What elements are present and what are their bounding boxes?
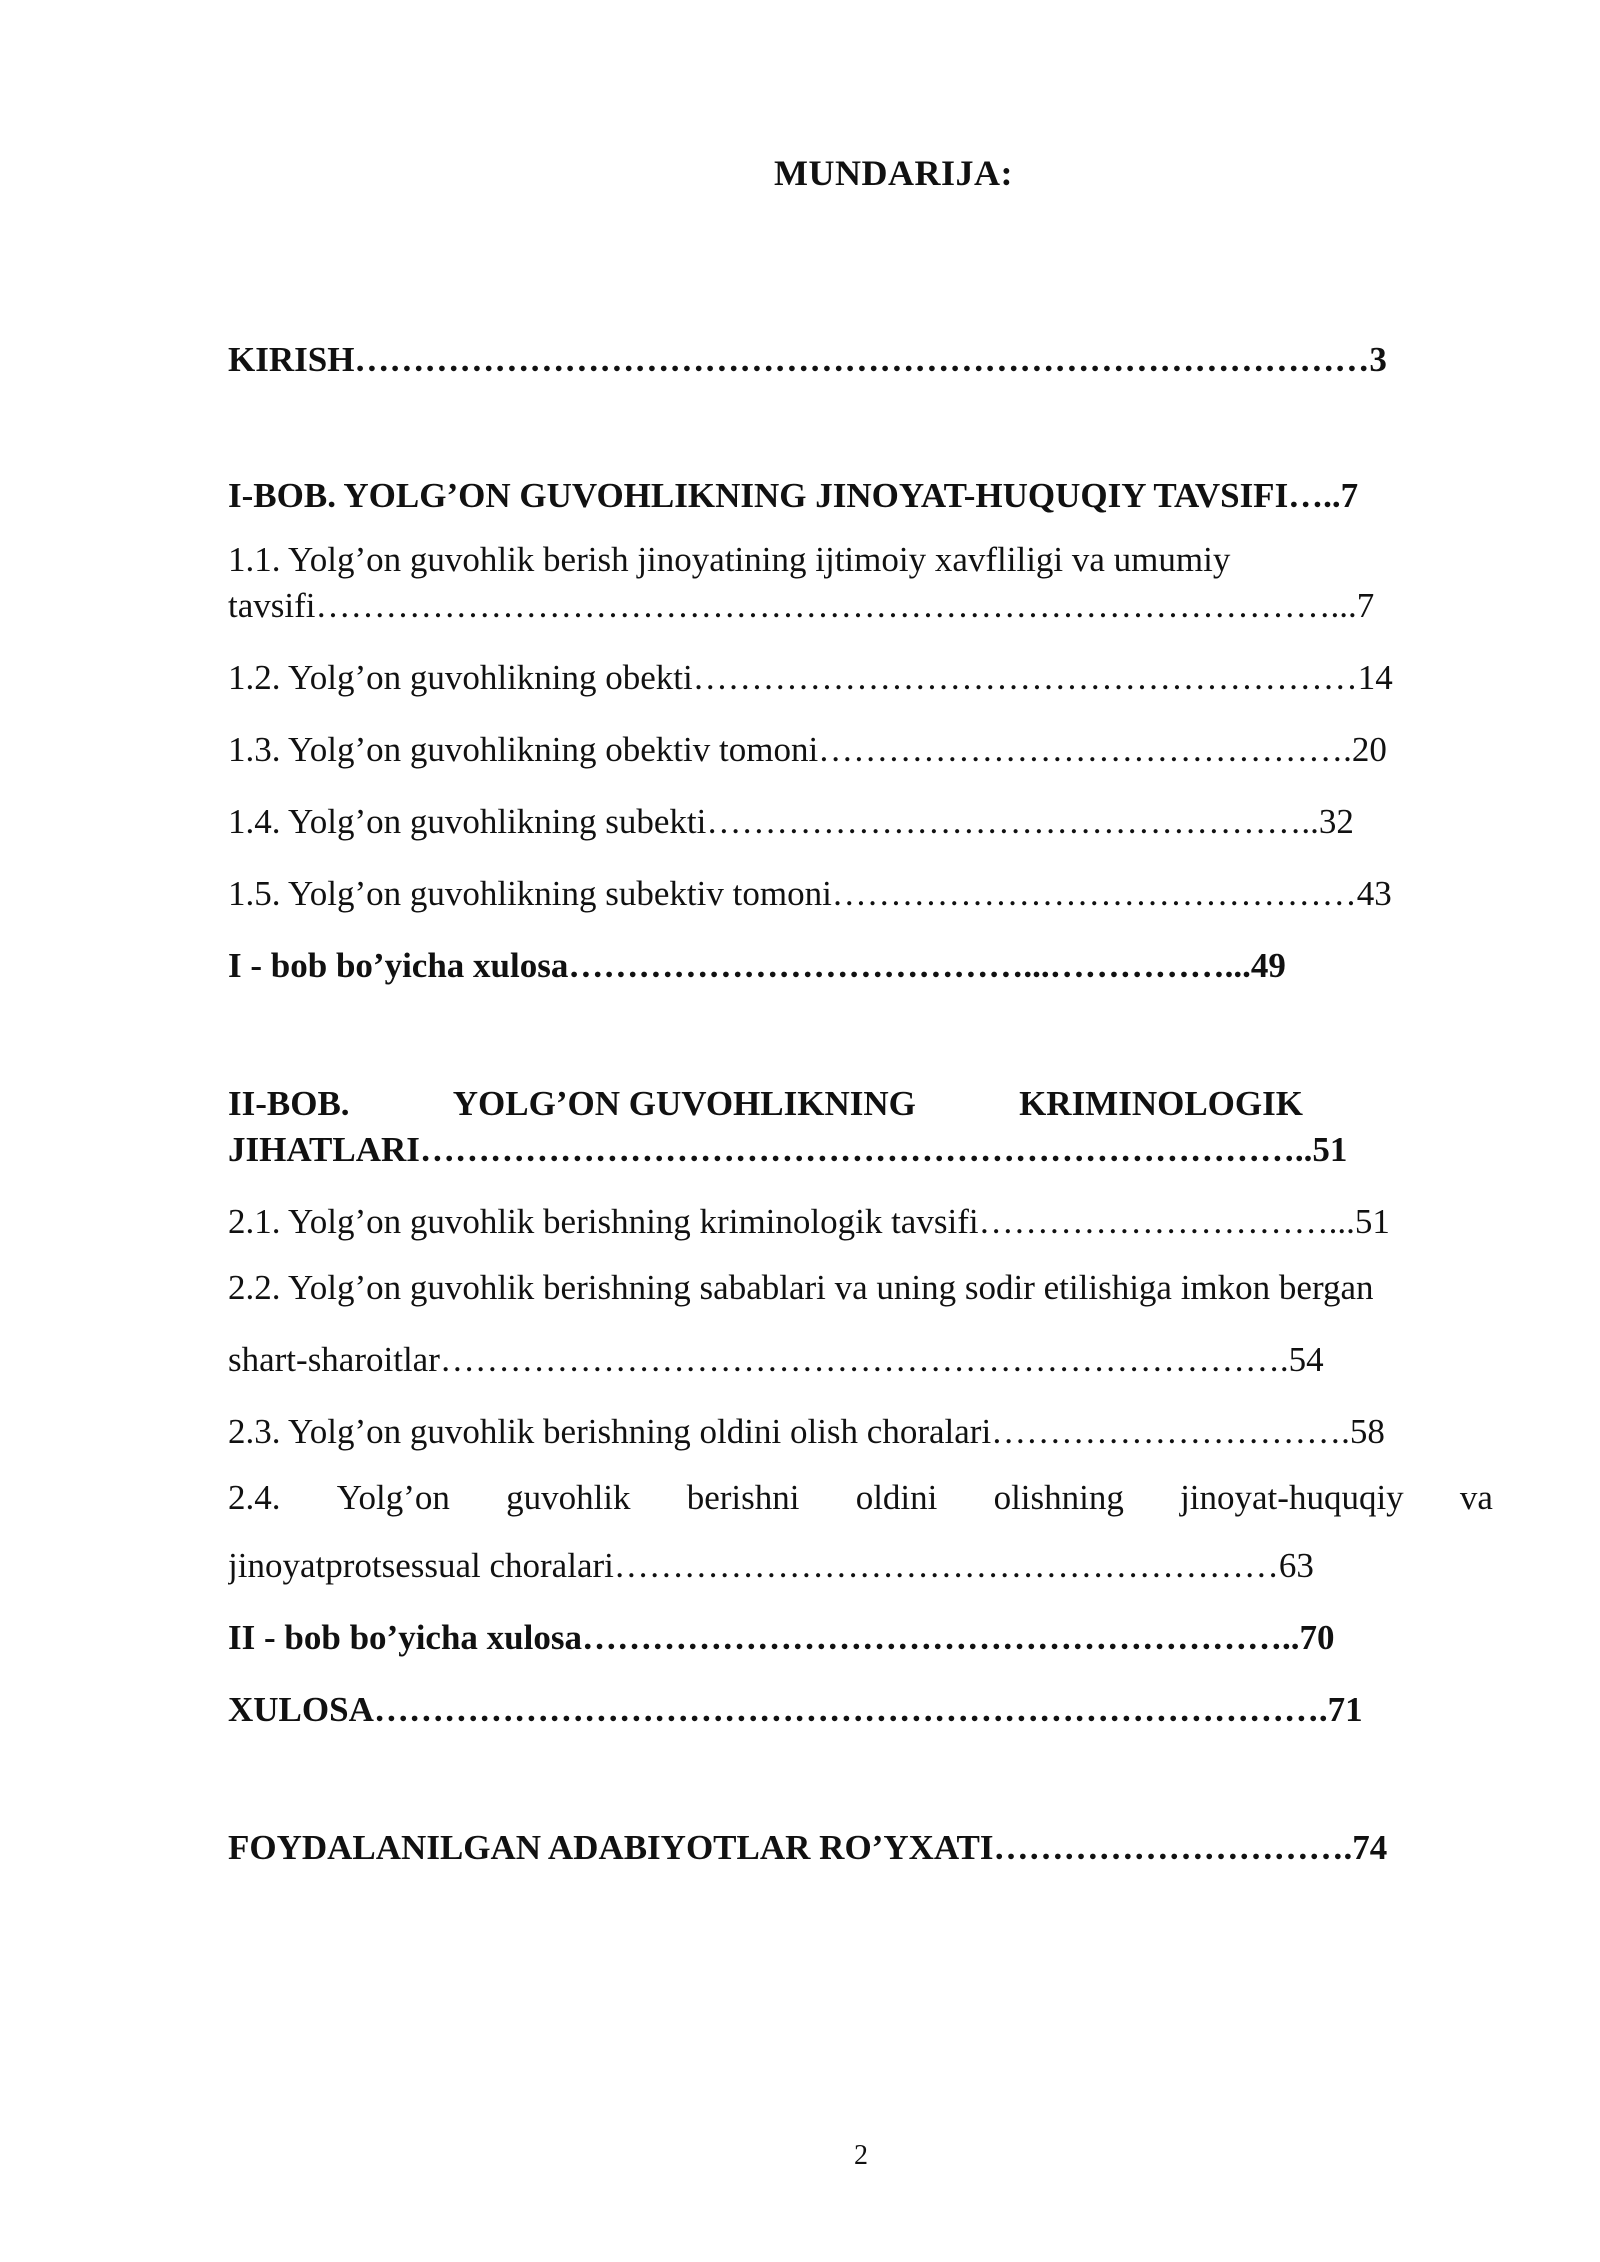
toc-entry-2-2-line1: 2.2. Yolg’on guvohlik berishning sabablari va uning sodir etilishiga imkon bergan: [228, 1268, 1374, 1307]
toc-word: berishni: [686, 1478, 800, 1517]
toc-entry-2-3: 2.3. Yolg’on guvohlik berishning oldini olish choralari………………………….58: [228, 1412, 1385, 1451]
toc-entry-2-4-line2: jinoyatprotsessual choralari…………………………………………………63: [228, 1546, 1314, 1585]
toc-word: 2.4.: [228, 1478, 281, 1517]
toc-entry-1-3: 1.3. Yolg’on guvohlikning obektiv tomoni……………………………………….20: [228, 730, 1387, 769]
toc-word: jinoyat-huquqiy: [1180, 1478, 1404, 1517]
toc-title: MUNDARIJA:: [774, 153, 1013, 193]
toc-word: olishning: [993, 1478, 1124, 1517]
chapter-2-word: KRIMINOLOGIK: [1019, 1084, 1303, 1123]
toc-entry-1-5: 1.5. Yolg’on guvohlikning subektiv tomoni………………………………………43: [228, 874, 1392, 913]
toc-entry-1-1-line1: 1.1. Yolg’on guvohlik berish jinoyatining ijtimoiy xavfliligi va umumiy: [228, 540, 1231, 579]
toc-entry-2-4-line1: [228, 1476, 1493, 1520]
toc-entry-1-2: 1.2. Yolg’on guvohlikning obekti…………………………………………………14: [228, 658, 1393, 697]
toc-entry-chapter-1: I-BOB. YOLG’ON GUVOHLIKNING JINOYAT-HUQUQIY TAVSIFI…..7: [228, 476, 1359, 515]
chapter-2-word: II-BOB.: [228, 1084, 350, 1123]
toc-entry-chapter-2-line2: JIHATLARI…………………………………………………………………..51: [228, 1130, 1348, 1169]
chapter-2-word: YOLG’ON GUVOHLIKNING: [452, 1084, 916, 1123]
toc-entry-chapter-2-summary: II - bob bo’yicha xulosa……………………………………………………..70: [228, 1618, 1335, 1657]
toc-entry-2-2-line2: shart-sharoitlar……………………………………………………………….54: [228, 1340, 1324, 1379]
toc-entry-chapter-1-summary: I - bob bo’yicha xulosa…………………………………...……………...49: [228, 946, 1286, 985]
toc-entry-xulosa: XULOSA……………………………………………………………………….71: [228, 1690, 1363, 1729]
toc-entry-2-1: 2.1. Yolg’on guvohlik berishning kriminologik tavsifi…………………………...51: [228, 1202, 1390, 1241]
toc-word: guvohlik: [506, 1478, 631, 1517]
page-number: 2: [854, 2140, 868, 2171]
toc-entry-1-4: 1.4. Yolg’on guvohlikning subekti……………………………………………..32: [228, 802, 1354, 841]
toc-word: va: [1459, 1478, 1493, 1517]
toc-entry-chapter-2-line1: [228, 1082, 1303, 1126]
toc-entry-references: FOYDALANILGAN ADABIYOTLAR RO’YXATI………………………….74: [228, 1828, 1388, 1867]
toc-word: oldini: [855, 1478, 938, 1517]
toc-entry-1-1-line2: tavsifi……………………………………………………………………………...7: [228, 586, 1375, 625]
toc-entry-kirish: KIRISH……………………………………………………………………………3: [228, 340, 1387, 379]
toc-word: Yolg’on: [336, 1478, 450, 1517]
